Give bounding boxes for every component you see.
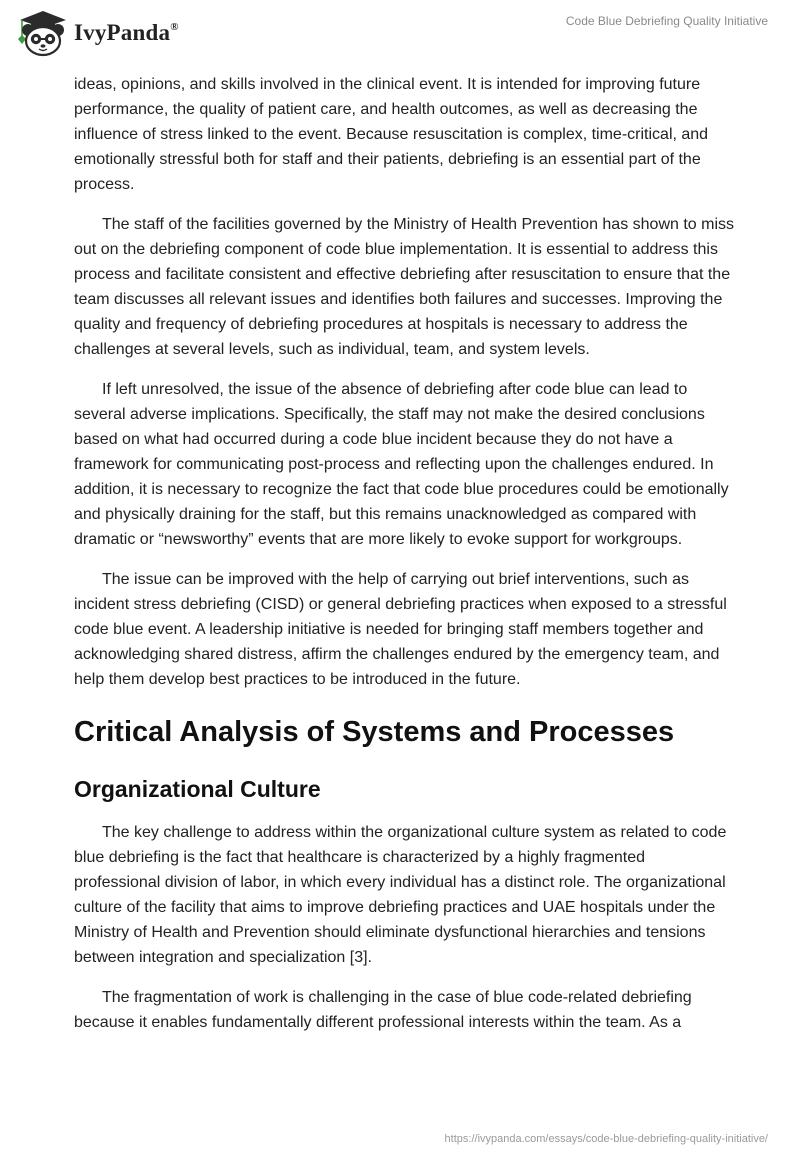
subsection-heading: Organizational Culture	[74, 776, 321, 802]
paragraph-4: The issue can be improved with the help of carrying out brief interventions, such as incident stress debriefing (CISD) or general debriefing practices when exposed to a stressful code blue event. A leadership initiative is needed for bringing staff members together and acknowledging shared distress, affirm the challenges endured by the emergency team, and help them develop best practices to be introduced in the future.	[74, 571, 727, 688]
panda-logo-icon	[14, 8, 72, 58]
article-body	[74, 72, 734, 1050]
paragraph-5: The key challenge to address within the organizational culture system as related to code blue debriefing is the fact that healthcare is characterized by a highly fragmented professional division of labor, in which every individual has a distinct role. The organizational culture of the facility that aims to improve debriefing practices and UAE hospitals under the Ministry of Health and Prevention should eliminate dysfunctional hierarchies and tensions between integration and specialization [3].	[74, 824, 727, 966]
source-url[interactable]: https://ivypanda.com/essays/code-blue-debriefing-quality-initiative/	[444, 1133, 768, 1145]
document-title: Code Blue Debriefing Quality Initiative	[565, 14, 768, 28]
brand-name: IvyPanda®	[74, 20, 179, 45]
paragraph-6: The fragmentation of work is challenging in the case of blue code-related debriefing because it enables fundamentally different professional interests within the team. As a	[74, 989, 692, 1031]
registered-mark: ®	[170, 21, 179, 33]
page-header	[0, 0, 800, 66]
paragraph-3: If left unresolved, the issue of the absence of debriefing after code blue can lead to several adverse implications. Specifically, the staff may not make the desired conclusions based on what had occurred during a code blue incident because they do not have a framework for communicating post-process and reflecting upon the challenges endured. In addition, it is necessary to recognize the fact that code blue procedures could be emotionally and physically draining for the staff, but this remains unacknowledged as compared with dramatic or “newsworthy” events that are more likely to evoke support for workgroups.	[74, 381, 729, 548]
paragraph-2: The staff of the facilities governed by the Ministry of Health Prevention has shown to miss out on the debriefing component of code blue implementation. It is essential to address this process and facilitate consistent and effective debriefing after resuscitation to ensure that the team discusses all relevant issues and identifies both failures and successes. Improving the quality and frequency of debriefing procedures at hospitals is necessary to address the challenges at several levels, such as individual, team, and system levels.	[74, 216, 735, 358]
paragraph-1: ideas, opinions, and skills involved in the clinical event. It is intended for improving future performance, the quality of patient care, and health outcomes, as well as decreasing the influence of stress linked to the event. Because resuscitation is complex, time-critical, and emotionally stressful both for staff and their patients, debriefing is an essential part of the process.	[74, 76, 709, 193]
ivypanda-logo[interactable]	[14, 8, 179, 58]
section-heading: Critical Analysis of Systems and Processes	[74, 716, 675, 748]
